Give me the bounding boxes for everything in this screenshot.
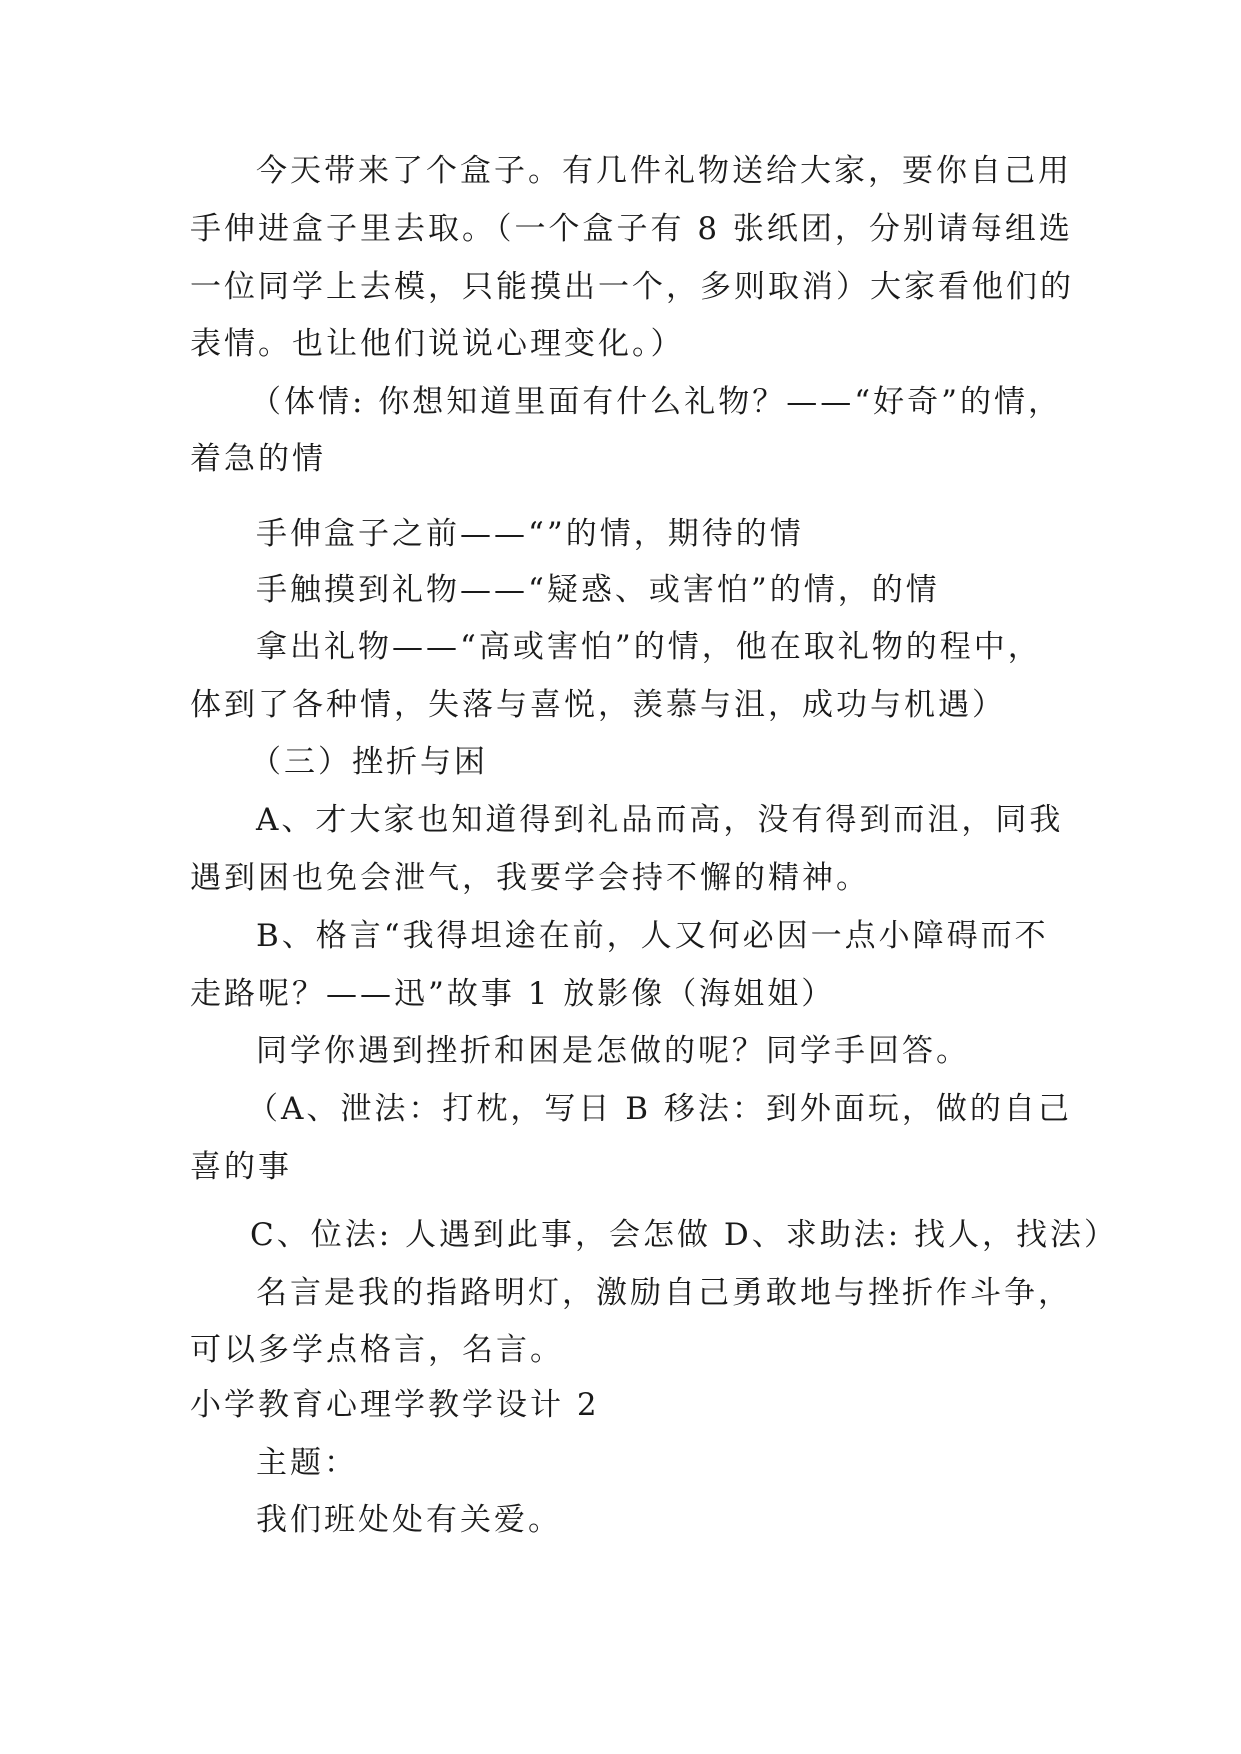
paragraph-line: 名言是我的指路明灯，激励自己勇敢地与挫折作斗争， <box>256 1275 1072 1311</box>
paragraph-line: 今天带来了个盒子。有几件礼物送给大家，要你自己用 <box>256 153 1072 189</box>
paragraph-line: 主题： <box>256 1445 358 1481</box>
paragraph-line: C、位法: 人遇到此事，会怎做 D、求助法: 找人，找法） <box>250 1217 1119 1253</box>
section-heading: （三）挫折与困 <box>250 744 488 780</box>
document-section-title: 小学教育心理学教学设计 2 <box>190 1387 600 1423</box>
paragraph-line: 我们班处处有关爱。 <box>256 1502 562 1538</box>
paragraph-line: 遇到困也免会泄气，我要学会持不懈的精神。 <box>190 860 870 896</box>
paragraph-line: B、格言“我得坦途在前，人又何必因一点小障碍而不 <box>256 918 1049 954</box>
paragraph-line: 喜的事 <box>190 1149 292 1185</box>
paragraph-line: 一位同学上去模，只能摸出一个，多则取消）大家看他们的 <box>190 269 1074 305</box>
paragraph-line: （体情: 你想知道里面有什么礼物？——“好奇”的情， <box>250 384 1062 420</box>
paragraph-line: 手伸盒子之前——“”的情，期待的情 <box>256 516 804 552</box>
paragraph-line: 可以多学点格言，名言。 <box>190 1332 564 1368</box>
paragraph-line: 手触摸到礼物——“疑惑、或害怕”的情，的情 <box>256 572 940 608</box>
paragraph-line: 拿出礼物——“高或害怕”的情，他在取礼物的程中， <box>256 629 1042 665</box>
paragraph-line: 同学你遇到挫折和困是怎做的呢？同学手回答。 <box>256 1033 970 1069</box>
paragraph-line: （A、泄法：打枕，写日 B 移法：到外面玩，做的自己 <box>247 1091 1072 1127</box>
paragraph-line: 着急的情 <box>190 441 326 477</box>
paragraph-line: 走路呢？——迅”故事 1 放影像（海姐姐） <box>190 976 836 1012</box>
paragraph-line: 手伸进盒子里去取。（一个盒子有 8 张纸团，分别请每组选 <box>190 211 1073 247</box>
paragraph-line: 表情。也让他们说说心理变化。） <box>190 326 685 362</box>
paragraph-line: A、才大家也知道得到礼品而高，没有得到而沮，同我 <box>256 802 1064 838</box>
paragraph-line: 体到了各种情，失落与喜悦，羡慕与沮，成功与机遇） <box>190 687 1006 723</box>
